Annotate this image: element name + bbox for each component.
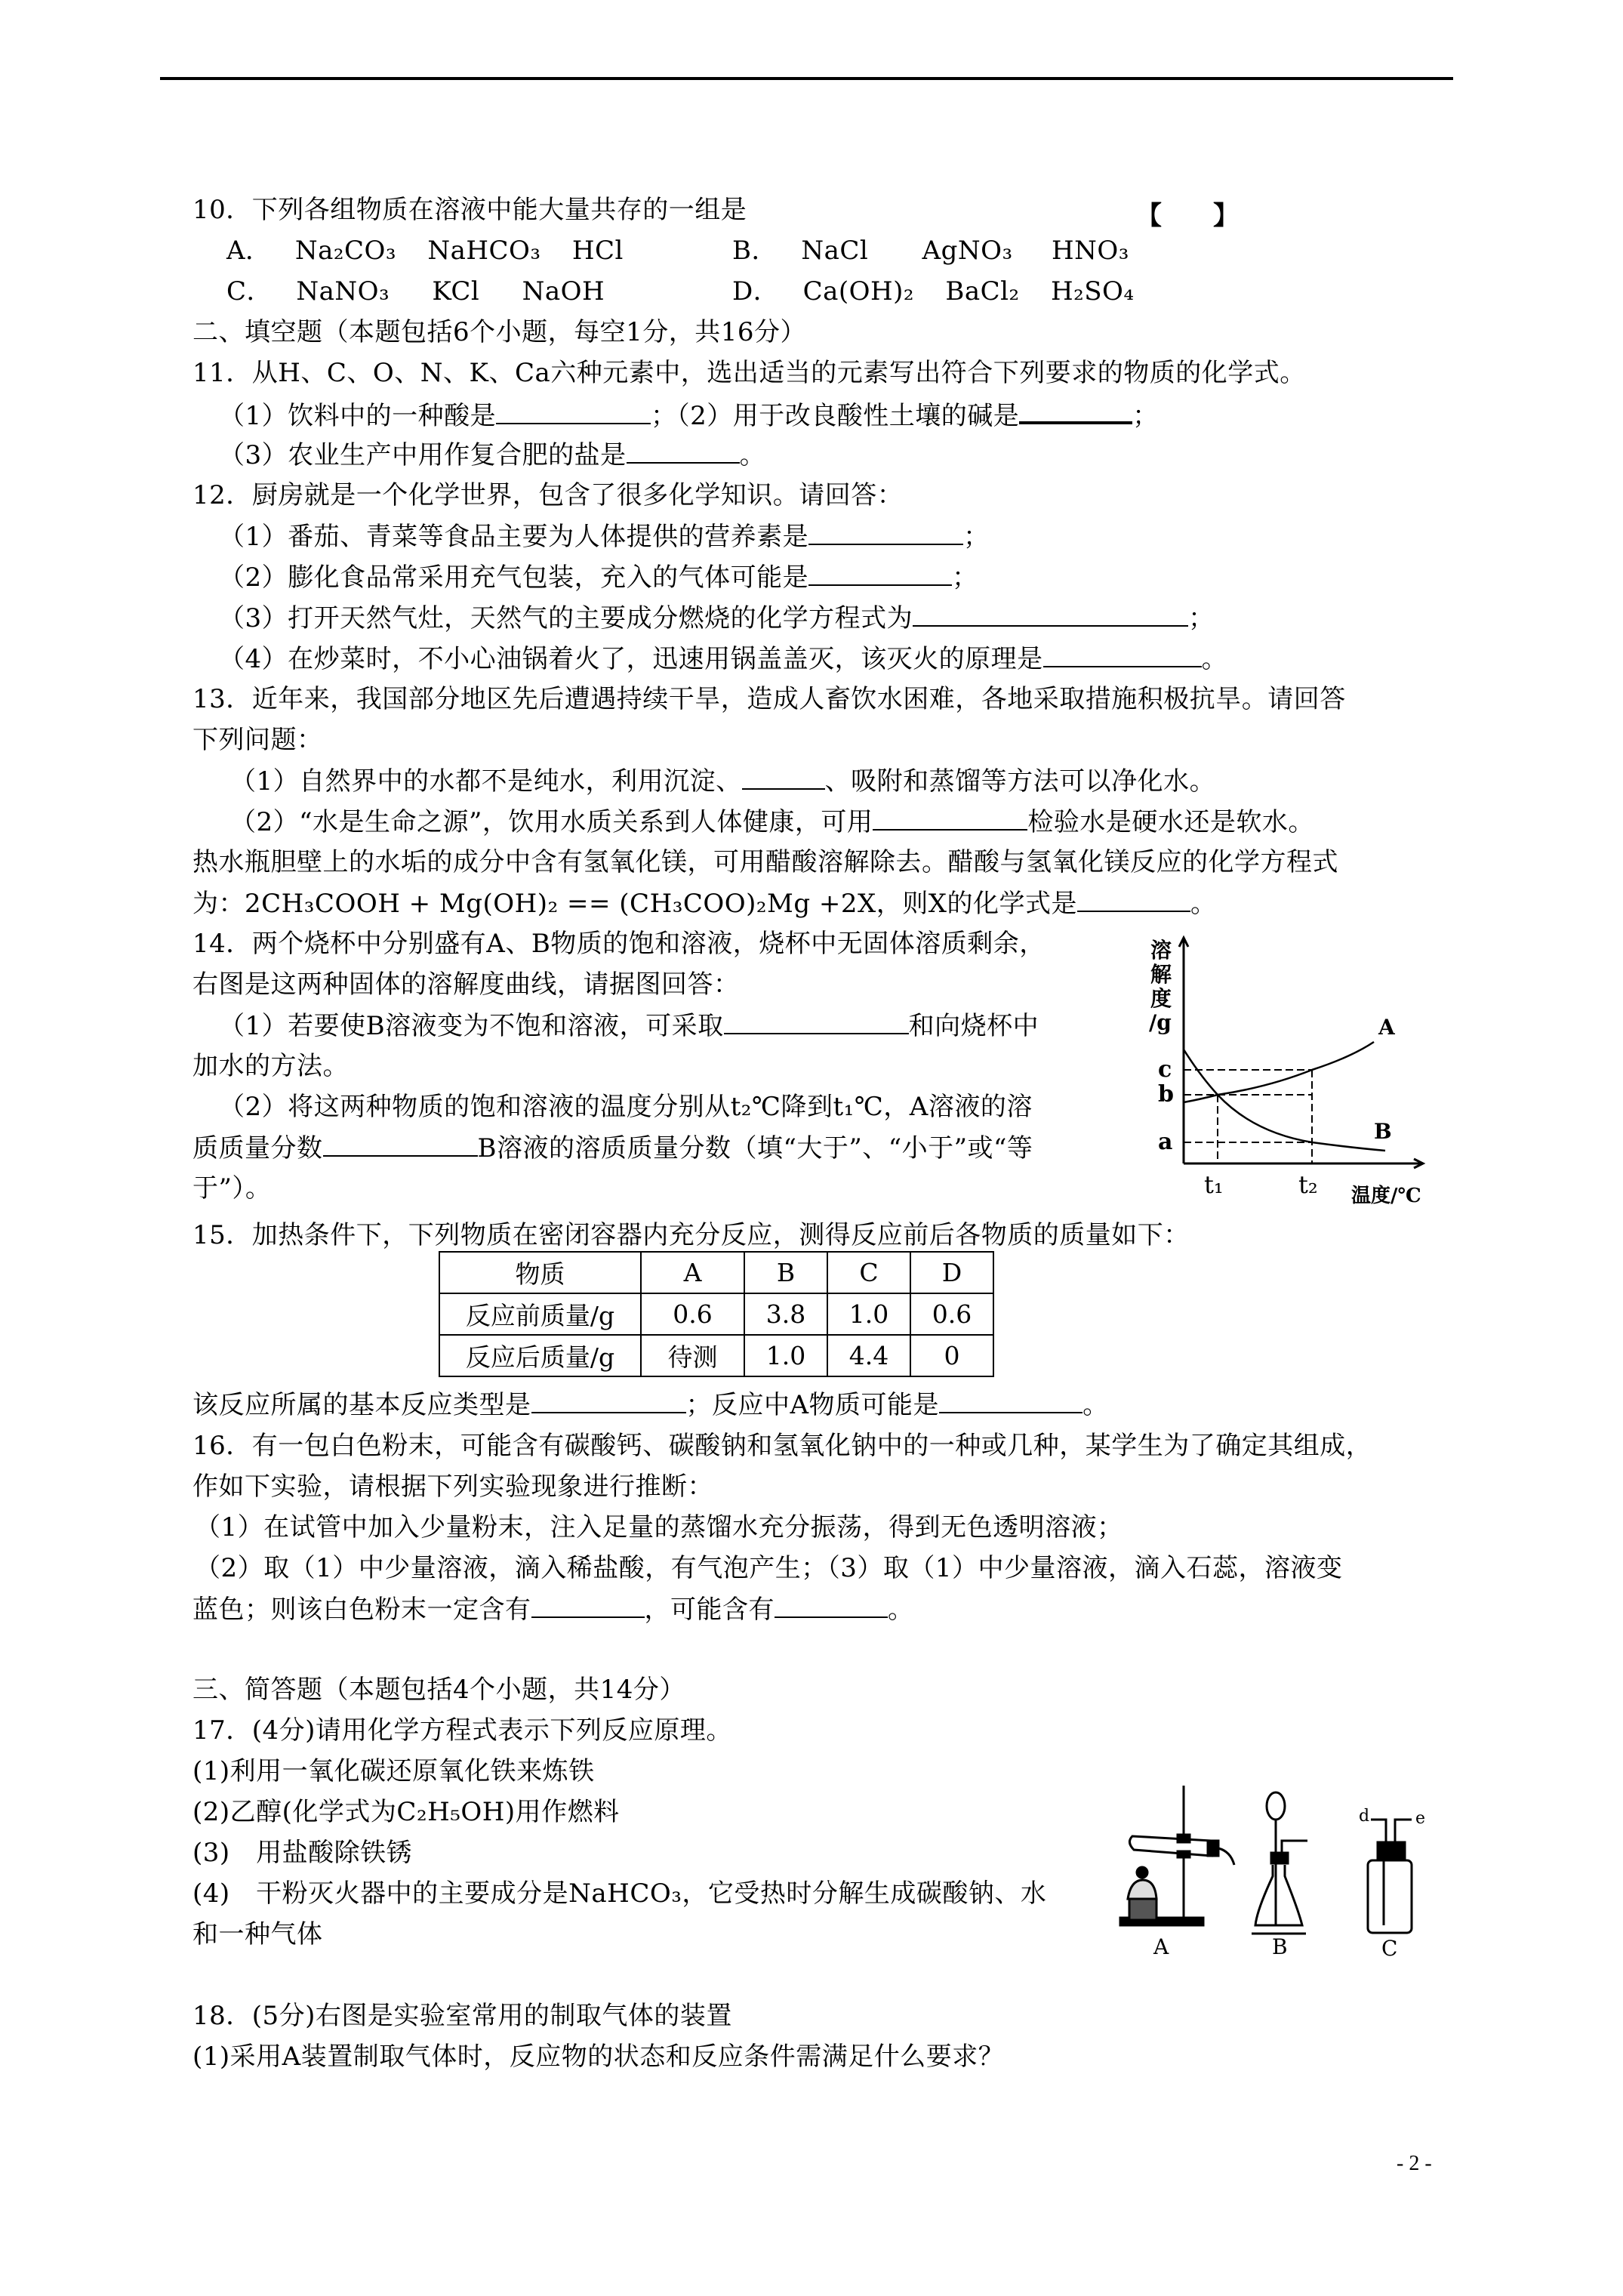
series-label-a: A <box>1378 1015 1395 1040</box>
q11-stem: 11．从H、C、O、N、K、Ca六种元素中，选出适当的元素写出符合下列要求的物质的化学式。 <box>192 358 1306 388</box>
q10-answer-bracket: 【 】 <box>1136 201 1239 231</box>
q12-line3: （3）打开天然气灶，天然气的主要成分燃烧的化学方程式为 ； <box>219 603 1215 633</box>
table-header: C <box>827 1252 910 1293</box>
section3-title: 三、简答题（本题包括4个小题，共14分） <box>192 1675 685 1705</box>
q14-blank-2[interactable] <box>323 1133 478 1157</box>
q12-blank-4[interactable] <box>1043 643 1202 667</box>
table-header: A <box>641 1252 744 1293</box>
table-header-row <box>439 1252 993 1293</box>
table-cell: 待测 <box>641 1335 744 1376</box>
y-tick-label: a <box>1158 1129 1173 1155</box>
q16-line1: 16．有一包白色粉末，可能含有碳酸钙、碳酸钠和氢氧化钠中的一种或几种，某学生为了确定其组成， <box>192 1431 1372 1461</box>
q13-line2: （2）“水是生命之源”，饮用水质关系到人体健康，可用 检验水是硬水还是软水。 <box>230 807 1314 837</box>
q17-stem: 17．(4分)请用化学方程式表示下列反应原理。 <box>192 1715 732 1746</box>
q17-p4: (4) 干粉灭火器中的主要成分是NaHCO₃，它受热时分解生成碳酸钠、水 <box>192 1878 1047 1909</box>
q14-line2: 右图是这两种固体的溶解度曲线，请据图回答： <box>192 969 740 1000</box>
page-number: - 2 - <box>1397 2152 1432 2175</box>
q14-blank-1[interactable] <box>724 1010 909 1034</box>
section2-title: 二、填空题（本题包括6个小题，每空1分，共16分） <box>192 317 807 347</box>
q10-option-b: B． NaCl AgNO₃ HNO₃ <box>732 236 1129 266</box>
q12-line4: （4）在炒菜时，不小心油锅着火了，迅速用锅盖盖灭，该灭火的原理是 。 <box>219 644 1228 674</box>
q13-line4: 为：2CH₃COOH + Mg(OH)₂ == (CH₃COO)₂Mg +2X，则X的化学式是 。 <box>192 889 1217 919</box>
q11-blank-2[interactable] <box>1019 399 1132 424</box>
q12-blank-1[interactable] <box>808 521 963 545</box>
q11-line2: （3）农业生产中用作复合肥的盐是 。 <box>219 440 766 470</box>
table-cell: 0.6 <box>641 1293 744 1335</box>
apparatus-a-icon <box>1120 1786 1234 1925</box>
solubility-chart <box>1132 929 1457 1216</box>
y-axis-label-char: 度 <box>1150 986 1172 1011</box>
q12-blank-3[interactable] <box>913 603 1188 627</box>
apparatus-port-e: e <box>1415 1809 1426 1828</box>
table-cell: 3.8 <box>744 1293 827 1335</box>
apparatus-label-a: A <box>1153 1934 1169 1959</box>
table-cell: 1.0 <box>744 1335 827 1376</box>
q13-blank-1[interactable] <box>742 766 825 790</box>
q14-p2-line2: 质质量分数 B溶液的溶质质量分数（填“大于”、“小于”或“等 <box>192 1133 1033 1163</box>
table-row <box>439 1293 993 1335</box>
q11-blank-1[interactable] <box>496 400 651 424</box>
x-axis-label: 温度/℃ <box>1351 1185 1421 1207</box>
q12-stem: 12．厨房就是一个化学世界，包含了很多化学知识。请回答： <box>192 480 904 510</box>
q17-p4-line2: 和一种气体 <box>192 1919 323 1949</box>
q12-blank-2[interactable] <box>808 562 952 586</box>
q12-line1: （1）番茄、青菜等食品主要为人体提供的营养素是 ； <box>219 522 990 552</box>
table-cell: 反应前质量/g <box>439 1293 641 1335</box>
apparatus-label-b: B <box>1272 1934 1288 1959</box>
q18-stem: 18．(5分)右图是实验室常用的制取气体的装置 <box>192 2001 732 2031</box>
y-axis-label-unit: /g <box>1149 1010 1172 1035</box>
q13-blank-3[interactable] <box>1077 888 1190 912</box>
y-tick-label: c <box>1158 1056 1172 1083</box>
table-header: D <box>910 1252 993 1293</box>
q14-p2-line3: 于”）。 <box>192 1173 272 1203</box>
q13-equation: 2CH₃COOH + Mg(OH)₂ == (CH₃COO)₂Mg +2X <box>245 889 876 919</box>
q13-stem-line1: 13．近年来，我国部分地区先后遭遇持续干旱，造成人畜饮水困难，各地采取措施积极抗旱。请回答 <box>192 684 1346 714</box>
q13-blank-2[interactable] <box>873 806 1027 831</box>
q15-question: 该反应所属的基本反应类型是 ；反应中A物质可能是 。 <box>192 1390 1109 1420</box>
q11-line1: （1）饮料中的一种酸是 ；（2）用于改良酸性土壤的碱是 ； <box>219 399 1159 431</box>
q16-p2: （2）取（1）中少量溶液，滴入稀盐酸，有气泡产生；（3）取（1）中少量溶液，滴入石蕊，溶液变 <box>195 1553 1343 1583</box>
y-axis-label-char: 解 <box>1150 962 1172 987</box>
q16-blank-1[interactable] <box>531 1594 645 1618</box>
series-label-b: B <box>1374 1119 1392 1144</box>
q10-option-d: D． Ca(OH)₂ BaCl₂ H₂SO₄ <box>732 276 1135 307</box>
q10-option-c: C． NaNO₃ KCl NaOH <box>226 276 605 307</box>
table-row <box>439 1335 993 1376</box>
q18-p1: (1)采用A装置制取气体时，反应物的状态和反应条件需满足什么要求？ <box>192 2042 1005 2072</box>
table-header: 物质 <box>439 1252 641 1293</box>
series-line-b <box>1184 1049 1385 1151</box>
q11-blank-3[interactable] <box>627 439 740 464</box>
q16-blank-2[interactable] <box>775 1594 888 1618</box>
table-cell: 1.0 <box>827 1293 910 1335</box>
y-axis-label-char: 溶 <box>1150 938 1172 963</box>
series-line-a <box>1184 1042 1374 1102</box>
x-tick-label: t₂ <box>1298 1170 1318 1199</box>
q17-p3: (3) 用盐酸除铁锈 <box>192 1838 413 1868</box>
q13-line3: 热水瓶胆壁上的水垢的成分中含有氢氧化镁，可用醋酸溶解除去。醋酸与氢氧化镁反应的化学方程式 <box>192 847 1338 877</box>
q14-p1: （1）若要使B溶液变为不饱和溶液，可采取 和向烧杯中 <box>219 1011 1039 1041</box>
apparatus-port-d: d <box>1359 1807 1370 1826</box>
table-cell: 反应后质量/g <box>439 1335 641 1376</box>
q14-line1: 14．两个烧杯中分别盛有A、B物质的饱和溶液，烧杯中无固体溶质剩余， <box>192 929 1046 959</box>
q10-stem: 10．下列各组物质在溶液中能大量共存的一组是 <box>192 195 747 225</box>
q17-p1: (1)利用一氧化碳还原氧化铁来炼铁 <box>192 1756 595 1786</box>
q14-p2: （2）将这两种物质的饱和溶液的温度分别从t₂℃降到t₁℃，A溶液的溶 <box>219 1092 1033 1122</box>
apparatus-c-icon <box>1368 1820 1412 1933</box>
table-header: B <box>744 1252 827 1293</box>
q15-blank-2[interactable] <box>939 1389 1083 1413</box>
table-cell: 0 <box>910 1335 993 1376</box>
table-cell: 4.4 <box>827 1335 910 1376</box>
q15-stem: 15．加热条件下，下列物质在密闭容器内充分反应，测得反应前后各物质的质量如下： <box>192 1220 1190 1250</box>
table-cell: 0.6 <box>910 1293 993 1335</box>
q10-option-a: A． Na₂CO₃ NaHCO₃ HCl <box>226 236 624 266</box>
q13-line1: （1）自然界中的水都不是纯水，利用沉淀、 、吸附和蒸馏等方法可以净化水。 <box>230 766 1216 797</box>
q14-p1-line2: 加水的方法。 <box>192 1051 349 1081</box>
lab-apparatus-figure <box>1117 1767 1472 1978</box>
q15-blank-1[interactable] <box>531 1389 686 1413</box>
apparatus-label-c: C <box>1381 1936 1398 1961</box>
header-rule <box>160 77 1453 80</box>
q13-stem-line2: 下列问题： <box>192 725 323 755</box>
apparatus-b-icon <box>1252 1792 1307 1934</box>
q15-table <box>439 1251 994 1377</box>
q12-line2: （2）膨化食品常采用充气包装，充入的气体可能是 ； <box>219 562 978 593</box>
q17-p2: (2)乙醇(化学式为C₂H₅OH)用作燃料 <box>192 1797 620 1827</box>
y-tick-label: b <box>1158 1081 1174 1108</box>
x-tick-label: t₁ <box>1204 1170 1224 1199</box>
q16-p3: 蓝色；则该白色粉末一定含有 ，可能含有 。 <box>192 1595 914 1625</box>
q16-p1: （1）在试管中加入少量粉末，注入足量的蒸馏水充分振荡，得到无色透明溶液； <box>195 1512 1123 1542</box>
q16-line2: 作如下实验，请根据下列实验现象进行推断： <box>192 1472 713 1502</box>
